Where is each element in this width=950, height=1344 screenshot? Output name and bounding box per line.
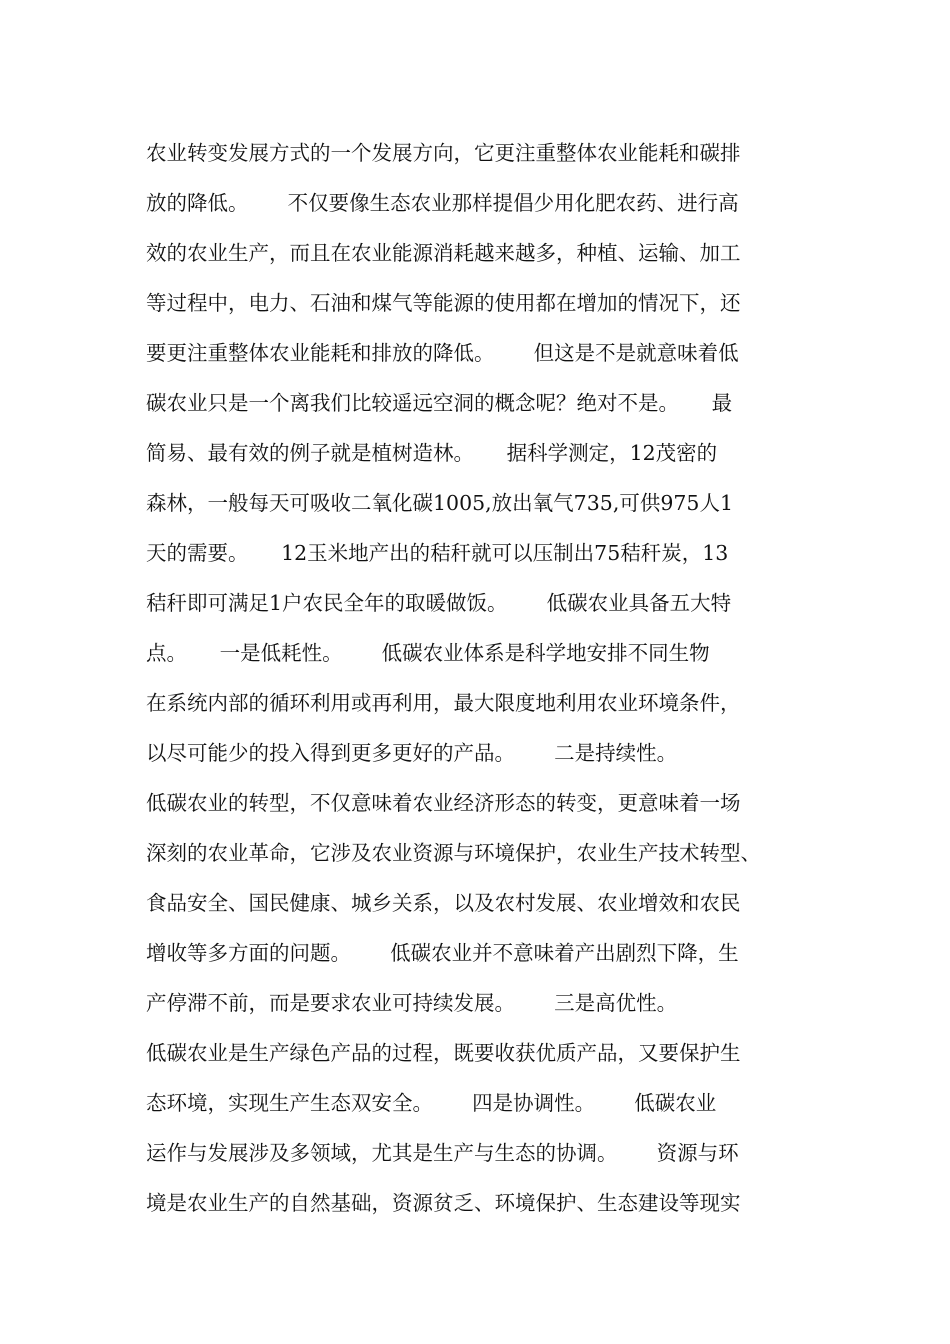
text-line: 秸秆即可满足1户农民全年的取暖做饭。 低碳农业具备五大特: [146, 591, 732, 615]
text-line: 深刻的农业革命，它涉及农业资源与环境保护，农业生产技术转型、: [146, 841, 761, 865]
text-line: 在系统内部的循环利用或再利用，最大限度地利用农业环境条件，: [146, 691, 741, 715]
text-line: 境是农业生产的自然基础，资源贫乏、环境保护、生态建设等现实: [146, 1191, 741, 1215]
text-line: 天的需要。 12玉米地产出的秸秆就可以压制出75秸秆炭，13: [146, 541, 729, 565]
text-line: 食品安全、国民健康、城乡关系，以及农村发展、农业增效和农民: [146, 891, 741, 915]
text-line: 以尽可能少的投入得到更多更好的产品。 二是持续性。: [146, 741, 678, 765]
text-line: 效的农业生产，而且在农业能源消耗越来越多，种植、运输、加工: [146, 241, 741, 265]
text-line: 等过程中，电力、石油和煤气等能源的使用都在增加的情况下，还: [146, 291, 741, 315]
text-line: 态环境，实现生产生态双安全。 四是协调性。 低碳农业: [146, 1091, 717, 1115]
text-line: 增收等多方面的问题。 低碳农业并不意味着产出剧烈下降，生: [146, 941, 739, 965]
body-text: [146, 128, 826, 1228]
text-line: 森林，一般每天可吸收二氧化碳1005,放出氧气735,可供975人1: [146, 491, 734, 515]
text-line: 点。 一是低耗性。 低碳农业体系是科学地安排不同生物: [146, 641, 710, 665]
text-line: 碳农业只是一个离我们比较遥远空洞的概念呢？绝对不是。 最: [146, 391, 733, 415]
text-line: 低碳农业的转型，不仅意味着农业经济形态的转变，更意味着一场: [146, 791, 741, 815]
text-line: 低碳农业是生产绿色产品的过程，既要收获优质产品，又要保护生: [146, 1041, 741, 1065]
text-line: 要更注重整体农业能耗和排放的降低。 但这是不是就意味着低: [146, 341, 739, 365]
text-line: 放的降低。 不仅要像生态农业那样提倡少用化肥农药、进行高: [146, 191, 739, 215]
text-line: 农业转变发展方式的一个发展方向，它更注重整体农业能耗和碳排: [146, 141, 741, 165]
text-line: 运作与发展涉及多领域，尤其是生产与生态的协调。 资源与环: [146, 1141, 739, 1165]
text-line: 产停滞不前，而是要求农业可持续发展。 三是高优性。: [146, 991, 678, 1015]
text-line: 简易、最有效的例子就是植树造林。 据科学测定，12茂密的: [146, 441, 718, 465]
